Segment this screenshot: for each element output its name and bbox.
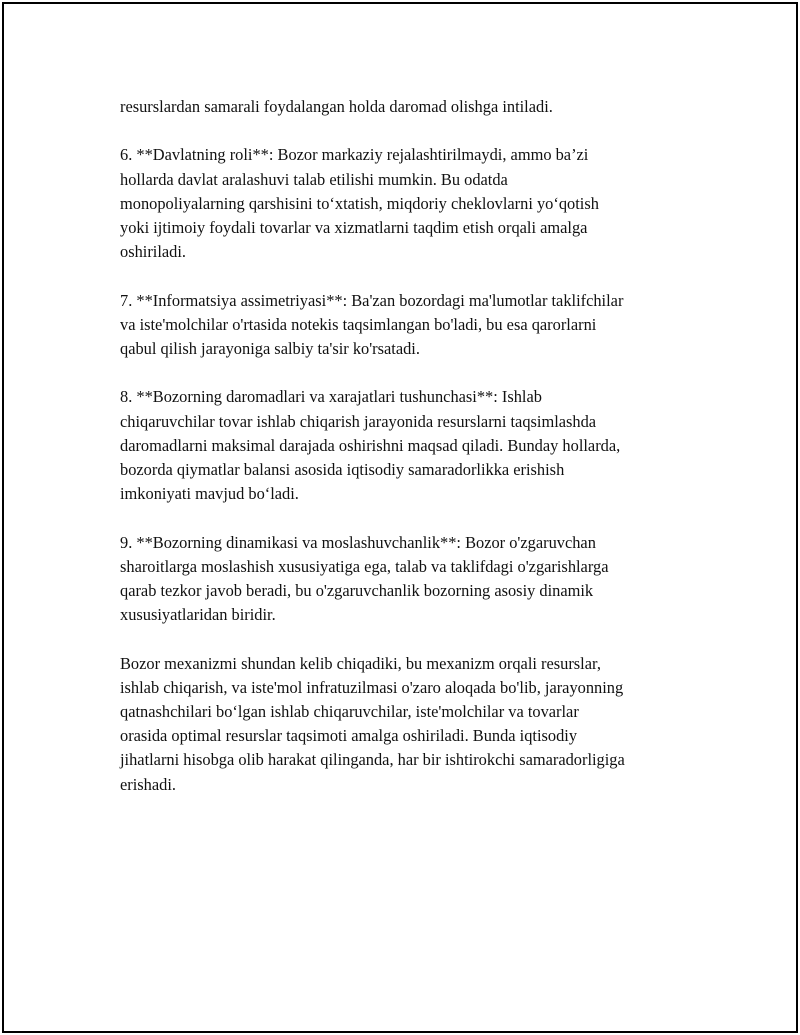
- text-line: imkoniyati mavjud bo‘ladi.: [120, 484, 299, 504]
- text-line: bozorda qiymatlar balansi asosida iqtisodiy samaradorlikka erishish: [120, 460, 565, 479]
- text-line: qatnashchilari bo‘lgan ishlab chiqaruvchilar, iste'molchilar va tovarlar: [120, 702, 579, 721]
- text-line: erishadi.: [120, 774, 176, 794]
- text-line: qabul qilish jarayoniga salbiy ta'sir ko'rsatadi.: [120, 339, 420, 358]
- text-line: hollarda davlat aralashuvi talab etilishi mumkin. Bu odatda: [120, 169, 508, 189]
- text-line: ishlab chiqarish, va iste'mol infratuzilmasi o'zaro aloqada bo'lib, jarayonning: [120, 677, 624, 697]
- text-line: resurslardan samarali foydalangan holda daromad olishga intiladi.: [120, 97, 553, 116]
- document-body: [120, 95, 700, 821]
- text-line: daromadlarni maksimal darajada oshirishni maqsad qiladi. Bunday hollarda,: [120, 435, 621, 455]
- text-line: oshiriladi.: [120, 242, 187, 262]
- text-line: jihatlarni hisobga olib harakat qilinganda, har bir ishtirokchi samaradorligiga: [120, 750, 625, 770]
- paragraph-conclusion: [120, 652, 700, 797]
- text-line: xususiyatlaridan biridir.: [120, 605, 276, 625]
- text-line: 9. **Bozorning dinamikasi va moslashuvchanlik**: Bozor o'zgaruvchan: [120, 532, 596, 552]
- text-line: qarab tezkor javob beradi, bu o'zgaruvchanlik bozorning asosiy dinamik: [120, 581, 594, 600]
- text-line: va iste'molchilar o'rtasida notekis taqsimlangan bo'ladi, bu esa qarorlarni: [120, 314, 597, 334]
- text-line: Bozor mexanizmi shundan kelib chiqadiki, bu mexanizm orqali resurslar,: [120, 653, 601, 673]
- text-line: 6. **Davlatning roli**: Bozor markaziy rejalashtirilmaydi, ammo ba’zi: [120, 145, 589, 165]
- paragraph-item-8: [120, 385, 700, 506]
- text-line: sharoitlarga moslashish xususiyatiga ega, talab va taklifdagi o'zgarishlarga: [120, 556, 609, 576]
- text-line: 7. **Informatsiya assimetriyasi**: Ba'zan bozordagi ma'lumotlar taklifchilar: [120, 290, 624, 310]
- paragraph-continuation: [120, 95, 700, 119]
- document-page: [2, 2, 798, 1033]
- paragraph-item-9: [120, 531, 700, 628]
- text-line: orasida optimal resurslar taqsimoti amalga oshiriladi. Bunda iqtisodiy: [120, 726, 578, 746]
- text-line: monopoliyalarning qarshisini to‘xtatish, miqdoriy cheklovlarni yo‘qotish: [120, 193, 599, 213]
- text-line: yoki ijtimoiy foydali tovarlar va xizmatlarni taqdim etish orqali amalga: [120, 218, 588, 237]
- text-line: 8. **Bozorning daromadlari va xarajatlari tushunchasi**: Ishlab: [120, 387, 542, 407]
- paragraph-item-6: [120, 143, 700, 264]
- text-line: chiqaruvchilar tovar ishlab chiqarish jarayonida resurslarni taqsimlashda: [120, 411, 597, 431]
- paragraph-item-7: [120, 289, 700, 362]
